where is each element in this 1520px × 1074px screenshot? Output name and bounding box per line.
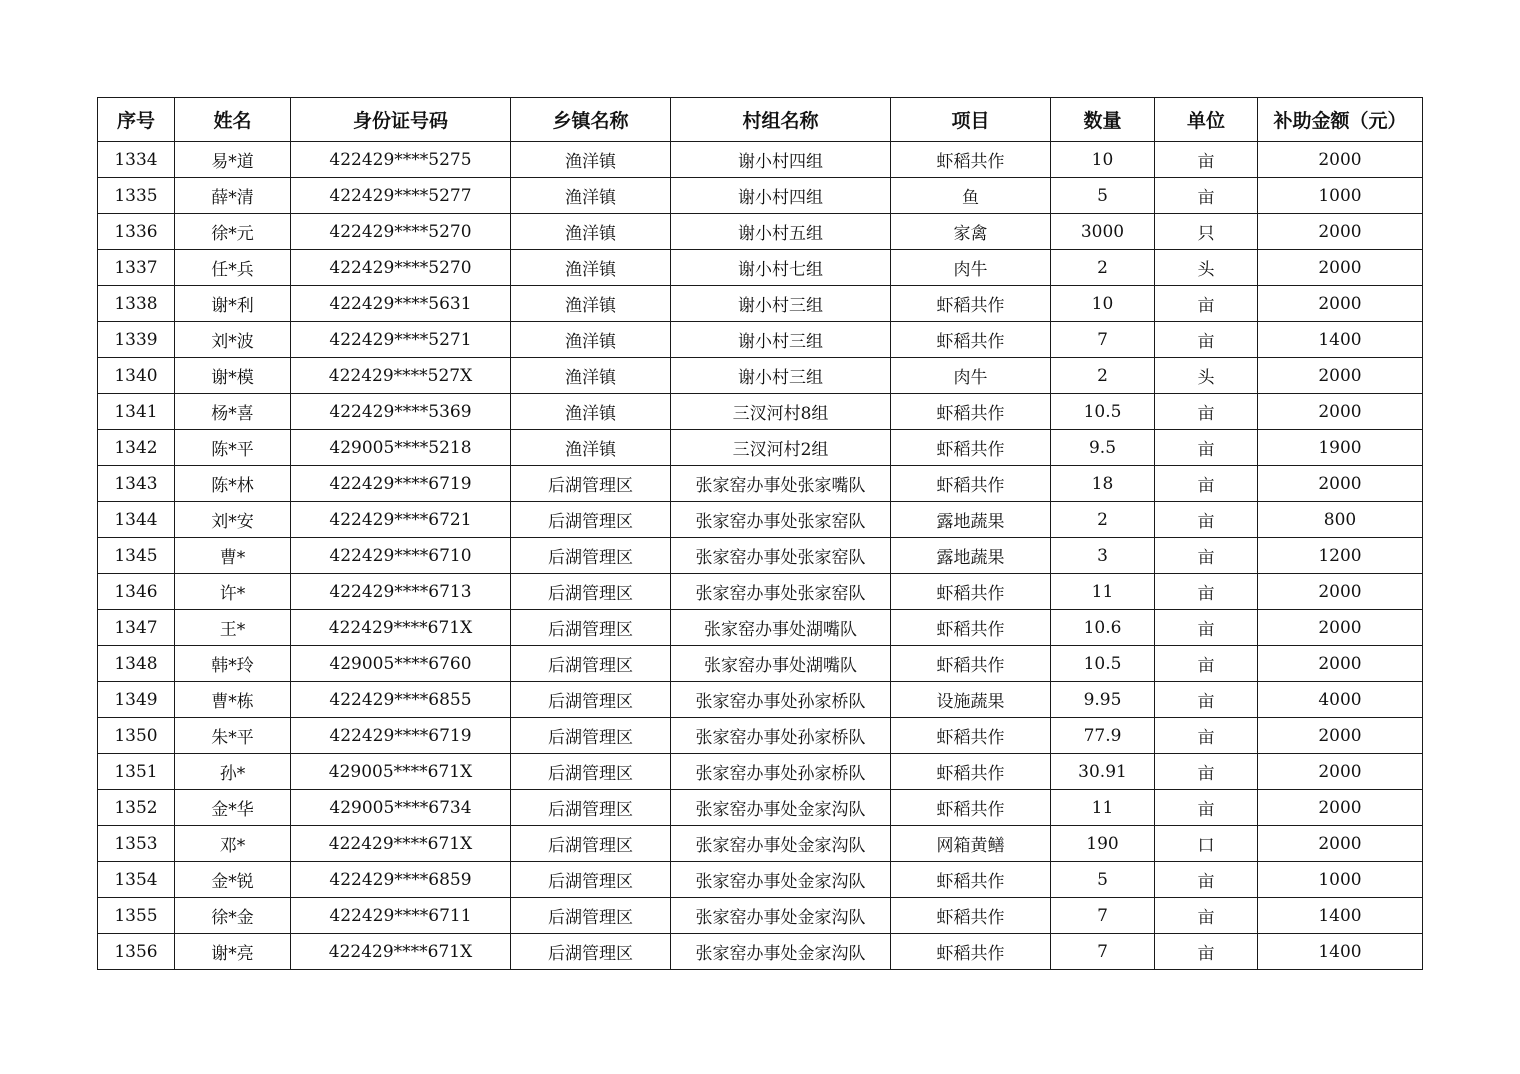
subsidy-amount-cell: 1400 bbox=[1258, 898, 1423, 934]
id-number-cell: 422429****6859 bbox=[291, 862, 511, 898]
town-cell: 后湖管理区 bbox=[511, 898, 671, 934]
village-group-cell: 张家窑办事处张家窑队 bbox=[671, 502, 891, 538]
name-cell: 谢*亮 bbox=[175, 934, 291, 970]
name-cell: 薛*清 bbox=[175, 178, 291, 214]
header-serial-number: 序号 bbox=[98, 98, 175, 142]
town-cell: 渔洋镇 bbox=[511, 142, 671, 178]
name-cell: 任*兵 bbox=[175, 250, 291, 286]
unit-cell: 头 bbox=[1155, 358, 1258, 394]
town-cell: 后湖管理区 bbox=[511, 646, 671, 682]
table-row bbox=[98, 430, 1423, 466]
subsidy-amount-cell: 2000 bbox=[1258, 250, 1423, 286]
unit-cell: 亩 bbox=[1155, 538, 1258, 574]
id-number-cell: 429005****6760 bbox=[291, 646, 511, 682]
town-cell: 后湖管理区 bbox=[511, 934, 671, 970]
unit-cell: 亩 bbox=[1155, 286, 1258, 322]
village-group-cell: 张家窑办事处湖嘴队 bbox=[671, 646, 891, 682]
town-cell: 后湖管理区 bbox=[511, 862, 671, 898]
table-row bbox=[98, 754, 1423, 790]
town-cell: 渔洋镇 bbox=[511, 178, 671, 214]
town-cell: 后湖管理区 bbox=[511, 790, 671, 826]
project-cell: 网箱黄鳝 bbox=[891, 826, 1051, 862]
table-row bbox=[98, 790, 1423, 826]
village-group-cell: 张家窑办事处金家沟队 bbox=[671, 898, 891, 934]
town-cell: 渔洋镇 bbox=[511, 250, 671, 286]
village-group-cell: 谢小村五组 bbox=[671, 214, 891, 250]
name-cell: 王* bbox=[175, 610, 291, 646]
subsidy-amount-cell: 2000 bbox=[1258, 142, 1423, 178]
table-row bbox=[98, 286, 1423, 322]
village-group-cell: 谢小村三组 bbox=[671, 358, 891, 394]
village-group-cell: 谢小村四组 bbox=[671, 142, 891, 178]
id-number-cell: 422429****6711 bbox=[291, 898, 511, 934]
subsidy-amount-cell: 2000 bbox=[1258, 574, 1423, 610]
id-number-cell: 422429****671X bbox=[291, 826, 511, 862]
village-group-cell: 谢小村三组 bbox=[671, 286, 891, 322]
subsidy-amount-cell: 2000 bbox=[1258, 610, 1423, 646]
quantity-cell: 7 bbox=[1051, 934, 1155, 970]
project-cell: 虾稻共作 bbox=[891, 142, 1051, 178]
serial-number-cell: 1342 bbox=[98, 430, 175, 466]
name-cell: 杨*喜 bbox=[175, 394, 291, 430]
quantity-cell: 2 bbox=[1051, 358, 1155, 394]
quantity-cell: 190 bbox=[1051, 826, 1155, 862]
quantity-cell: 2 bbox=[1051, 250, 1155, 286]
serial-number-cell: 1356 bbox=[98, 934, 175, 970]
village-group-cell: 张家窑办事处金家沟队 bbox=[671, 862, 891, 898]
village-group-cell: 张家窑办事处金家沟队 bbox=[671, 934, 891, 970]
serial-number-cell: 1344 bbox=[98, 502, 175, 538]
project-cell: 虾稻共作 bbox=[891, 754, 1051, 790]
id-number-cell: 422429****527X bbox=[291, 358, 511, 394]
project-cell: 虾稻共作 bbox=[891, 466, 1051, 502]
quantity-cell: 9.5 bbox=[1051, 430, 1155, 466]
village-group-cell: 张家窑办事处张家窑队 bbox=[671, 574, 891, 610]
quantity-cell: 5 bbox=[1051, 862, 1155, 898]
subsidy-amount-cell: 2000 bbox=[1258, 358, 1423, 394]
unit-cell: 亩 bbox=[1155, 466, 1258, 502]
subsidy-amount-cell: 1900 bbox=[1258, 430, 1423, 466]
unit-cell: 亩 bbox=[1155, 862, 1258, 898]
village-group-cell: 三汊河村8组 bbox=[671, 394, 891, 430]
table-row bbox=[98, 574, 1423, 610]
id-number-cell: 429005****6734 bbox=[291, 790, 511, 826]
project-cell: 肉牛 bbox=[891, 250, 1051, 286]
name-cell: 陈*林 bbox=[175, 466, 291, 502]
id-number-cell: 422429****6713 bbox=[291, 574, 511, 610]
table-row bbox=[98, 142, 1423, 178]
unit-cell: 亩 bbox=[1155, 790, 1258, 826]
subsidy-table bbox=[97, 97, 1423, 970]
project-cell: 虾稻共作 bbox=[891, 718, 1051, 754]
name-cell: 金*华 bbox=[175, 790, 291, 826]
id-number-cell: 422429****671X bbox=[291, 934, 511, 970]
id-number-cell: 429005****5218 bbox=[291, 430, 511, 466]
subsidy-amount-cell: 1000 bbox=[1258, 178, 1423, 214]
town-cell: 后湖管理区 bbox=[511, 826, 671, 862]
subsidy-amount-cell: 2000 bbox=[1258, 790, 1423, 826]
quantity-cell: 18 bbox=[1051, 466, 1155, 502]
serial-number-cell: 1355 bbox=[98, 898, 175, 934]
id-number-cell: 429005****671X bbox=[291, 754, 511, 790]
name-cell: 朱*平 bbox=[175, 718, 291, 754]
id-number-cell: 422429****6719 bbox=[291, 718, 511, 754]
town-cell: 渔洋镇 bbox=[511, 430, 671, 466]
serial-number-cell: 1352 bbox=[98, 790, 175, 826]
project-cell: 虾稻共作 bbox=[891, 790, 1051, 826]
town-cell: 后湖管理区 bbox=[511, 466, 671, 502]
subsidy-table-page bbox=[97, 97, 1422, 970]
village-group-cell: 张家窑办事处张家窑队 bbox=[671, 538, 891, 574]
subsidy-amount-cell: 800 bbox=[1258, 502, 1423, 538]
village-group-cell: 三汊河村2组 bbox=[671, 430, 891, 466]
header-id-number: 身份证号码 bbox=[291, 98, 511, 142]
unit-cell: 亩 bbox=[1155, 754, 1258, 790]
table-row bbox=[98, 502, 1423, 538]
village-group-cell: 张家窑办事处孙家桥队 bbox=[671, 754, 891, 790]
unit-cell: 亩 bbox=[1155, 574, 1258, 610]
quantity-cell: 9.95 bbox=[1051, 682, 1155, 718]
serial-number-cell: 1354 bbox=[98, 862, 175, 898]
serial-number-cell: 1349 bbox=[98, 682, 175, 718]
unit-cell: 亩 bbox=[1155, 502, 1258, 538]
id-number-cell: 422429****5270 bbox=[291, 250, 511, 286]
town-cell: 后湖管理区 bbox=[511, 610, 671, 646]
village-group-cell: 张家窑办事处张家嘴队 bbox=[671, 466, 891, 502]
unit-cell: 亩 bbox=[1155, 430, 1258, 466]
name-cell: 易*道 bbox=[175, 142, 291, 178]
id-number-cell: 422429****5271 bbox=[291, 322, 511, 358]
unit-cell: 亩 bbox=[1155, 898, 1258, 934]
quantity-cell: 7 bbox=[1051, 898, 1155, 934]
name-cell: 谢*利 bbox=[175, 286, 291, 322]
project-cell: 虾稻共作 bbox=[891, 934, 1051, 970]
name-cell: 孙* bbox=[175, 754, 291, 790]
town-cell: 渔洋镇 bbox=[511, 358, 671, 394]
unit-cell: 头 bbox=[1155, 250, 1258, 286]
quantity-cell: 3000 bbox=[1051, 214, 1155, 250]
quantity-cell: 10.5 bbox=[1051, 394, 1155, 430]
header-unit: 单位 bbox=[1155, 98, 1258, 142]
id-number-cell: 422429****6855 bbox=[291, 682, 511, 718]
town-cell: 渔洋镇 bbox=[511, 214, 671, 250]
name-cell: 曹*栋 bbox=[175, 682, 291, 718]
serial-number-cell: 1353 bbox=[98, 826, 175, 862]
project-cell: 虾稻共作 bbox=[891, 322, 1051, 358]
id-number-cell: 422429****5369 bbox=[291, 394, 511, 430]
id-number-cell: 422429****6710 bbox=[291, 538, 511, 574]
quantity-cell: 10.5 bbox=[1051, 646, 1155, 682]
town-cell: 后湖管理区 bbox=[511, 502, 671, 538]
serial-number-cell: 1351 bbox=[98, 754, 175, 790]
subsidy-amount-cell: 1400 bbox=[1258, 322, 1423, 358]
table-row bbox=[98, 862, 1423, 898]
name-cell: 徐*金 bbox=[175, 898, 291, 934]
quantity-cell: 10 bbox=[1051, 142, 1155, 178]
table-row bbox=[98, 898, 1423, 934]
header-project: 项目 bbox=[891, 98, 1051, 142]
table-row bbox=[98, 538, 1423, 574]
serial-number-cell: 1339 bbox=[98, 322, 175, 358]
town-cell: 后湖管理区 bbox=[511, 682, 671, 718]
name-cell: 谢*模 bbox=[175, 358, 291, 394]
header-name: 姓名 bbox=[175, 98, 291, 142]
unit-cell: 只 bbox=[1155, 214, 1258, 250]
id-number-cell: 422429****6721 bbox=[291, 502, 511, 538]
project-cell: 鱼 bbox=[891, 178, 1051, 214]
table-row bbox=[98, 358, 1423, 394]
table-row bbox=[98, 466, 1423, 502]
serial-number-cell: 1340 bbox=[98, 358, 175, 394]
project-cell: 设施蔬果 bbox=[891, 682, 1051, 718]
quantity-cell: 2 bbox=[1051, 502, 1155, 538]
quantity-cell: 30.91 bbox=[1051, 754, 1155, 790]
table-body bbox=[98, 142, 1423, 970]
name-cell: 曹* bbox=[175, 538, 291, 574]
town-cell: 后湖管理区 bbox=[511, 718, 671, 754]
subsidy-amount-cell: 2000 bbox=[1258, 754, 1423, 790]
project-cell: 虾稻共作 bbox=[891, 898, 1051, 934]
table-row bbox=[98, 718, 1423, 754]
unit-cell: 亩 bbox=[1155, 682, 1258, 718]
serial-number-cell: 1338 bbox=[98, 286, 175, 322]
subsidy-amount-cell: 1000 bbox=[1258, 862, 1423, 898]
quantity-cell: 7 bbox=[1051, 322, 1155, 358]
name-cell: 徐*元 bbox=[175, 214, 291, 250]
serial-number-cell: 1336 bbox=[98, 214, 175, 250]
table-row bbox=[98, 178, 1423, 214]
name-cell: 韩*玲 bbox=[175, 646, 291, 682]
table-row bbox=[98, 394, 1423, 430]
unit-cell: 亩 bbox=[1155, 142, 1258, 178]
subsidy-amount-cell: 2000 bbox=[1258, 718, 1423, 754]
town-cell: 后湖管理区 bbox=[511, 538, 671, 574]
unit-cell: 亩 bbox=[1155, 394, 1258, 430]
village-group-cell: 谢小村七组 bbox=[671, 250, 891, 286]
village-group-cell: 张家窑办事处孙家桥队 bbox=[671, 682, 891, 718]
project-cell: 虾稻共作 bbox=[891, 286, 1051, 322]
project-cell: 虾稻共作 bbox=[891, 574, 1051, 610]
serial-number-cell: 1348 bbox=[98, 646, 175, 682]
table-row bbox=[98, 250, 1423, 286]
subsidy-amount-cell: 2000 bbox=[1258, 826, 1423, 862]
unit-cell: 亩 bbox=[1155, 646, 1258, 682]
serial-number-cell: 1335 bbox=[98, 178, 175, 214]
table-row bbox=[98, 934, 1423, 970]
name-cell: 邓* bbox=[175, 826, 291, 862]
name-cell: 刘*波 bbox=[175, 322, 291, 358]
town-cell: 渔洋镇 bbox=[511, 322, 671, 358]
quantity-cell: 3 bbox=[1051, 538, 1155, 574]
table-row bbox=[98, 322, 1423, 358]
project-cell: 虾稻共作 bbox=[891, 646, 1051, 682]
quantity-cell: 77.9 bbox=[1051, 718, 1155, 754]
project-cell: 露地蔬果 bbox=[891, 538, 1051, 574]
serial-number-cell: 1350 bbox=[98, 718, 175, 754]
project-cell: 露地蔬果 bbox=[891, 502, 1051, 538]
table-row bbox=[98, 610, 1423, 646]
name-cell: 金*锐 bbox=[175, 862, 291, 898]
town-cell: 渔洋镇 bbox=[511, 286, 671, 322]
project-cell: 家禽 bbox=[891, 214, 1051, 250]
unit-cell: 亩 bbox=[1155, 178, 1258, 214]
id-number-cell: 422429****5270 bbox=[291, 214, 511, 250]
subsidy-amount-cell: 2000 bbox=[1258, 466, 1423, 502]
header-town: 乡镇名称 bbox=[511, 98, 671, 142]
table-row bbox=[98, 214, 1423, 250]
subsidy-amount-cell: 1200 bbox=[1258, 538, 1423, 574]
subsidy-amount-cell: 1400 bbox=[1258, 934, 1423, 970]
town-cell: 后湖管理区 bbox=[511, 754, 671, 790]
project-cell: 虾稻共作 bbox=[891, 394, 1051, 430]
table-row bbox=[98, 682, 1423, 718]
subsidy-amount-cell: 2000 bbox=[1258, 646, 1423, 682]
name-cell: 陈*平 bbox=[175, 430, 291, 466]
quantity-cell: 5 bbox=[1051, 178, 1155, 214]
serial-number-cell: 1341 bbox=[98, 394, 175, 430]
village-group-cell: 张家窑办事处金家沟队 bbox=[671, 790, 891, 826]
town-cell: 后湖管理区 bbox=[511, 574, 671, 610]
serial-number-cell: 1337 bbox=[98, 250, 175, 286]
serial-number-cell: 1334 bbox=[98, 142, 175, 178]
id-number-cell: 422429****671X bbox=[291, 610, 511, 646]
village-group-cell: 张家窑办事处湖嘴队 bbox=[671, 610, 891, 646]
id-number-cell: 422429****5275 bbox=[291, 142, 511, 178]
quantity-cell: 11 bbox=[1051, 574, 1155, 610]
unit-cell: 亩 bbox=[1155, 610, 1258, 646]
village-group-cell: 张家窑办事处金家沟队 bbox=[671, 826, 891, 862]
village-group-cell: 张家窑办事处孙家桥队 bbox=[671, 718, 891, 754]
quantity-cell: 11 bbox=[1051, 790, 1155, 826]
header-row bbox=[98, 98, 1423, 142]
header-quantity: 数量 bbox=[1051, 98, 1155, 142]
serial-number-cell: 1345 bbox=[98, 538, 175, 574]
subsidy-amount-cell: 4000 bbox=[1258, 682, 1423, 718]
serial-number-cell: 1347 bbox=[98, 610, 175, 646]
id-number-cell: 422429****5277 bbox=[291, 178, 511, 214]
table-row bbox=[98, 646, 1423, 682]
subsidy-amount-cell: 2000 bbox=[1258, 214, 1423, 250]
quantity-cell: 10 bbox=[1051, 286, 1155, 322]
unit-cell: 亩 bbox=[1155, 934, 1258, 970]
header-subsidy-amount: 补助金额（元） bbox=[1258, 98, 1423, 142]
subsidy-amount-cell: 2000 bbox=[1258, 394, 1423, 430]
project-cell: 虾稻共作 bbox=[891, 610, 1051, 646]
name-cell: 刘*安 bbox=[175, 502, 291, 538]
unit-cell: 口 bbox=[1155, 826, 1258, 862]
name-cell: 许* bbox=[175, 574, 291, 610]
header-village-group: 村组名称 bbox=[671, 98, 891, 142]
village-group-cell: 谢小村三组 bbox=[671, 322, 891, 358]
town-cell: 渔洋镇 bbox=[511, 394, 671, 430]
project-cell: 虾稻共作 bbox=[891, 862, 1051, 898]
unit-cell: 亩 bbox=[1155, 718, 1258, 754]
village-group-cell: 谢小村四组 bbox=[671, 178, 891, 214]
id-number-cell: 422429****5631 bbox=[291, 286, 511, 322]
id-number-cell: 422429****6719 bbox=[291, 466, 511, 502]
project-cell: 肉牛 bbox=[891, 358, 1051, 394]
unit-cell: 亩 bbox=[1155, 322, 1258, 358]
subsidy-amount-cell: 2000 bbox=[1258, 286, 1423, 322]
quantity-cell: 10.6 bbox=[1051, 610, 1155, 646]
serial-number-cell: 1343 bbox=[98, 466, 175, 502]
project-cell: 虾稻共作 bbox=[891, 430, 1051, 466]
table-row bbox=[98, 826, 1423, 862]
serial-number-cell: 1346 bbox=[98, 574, 175, 610]
